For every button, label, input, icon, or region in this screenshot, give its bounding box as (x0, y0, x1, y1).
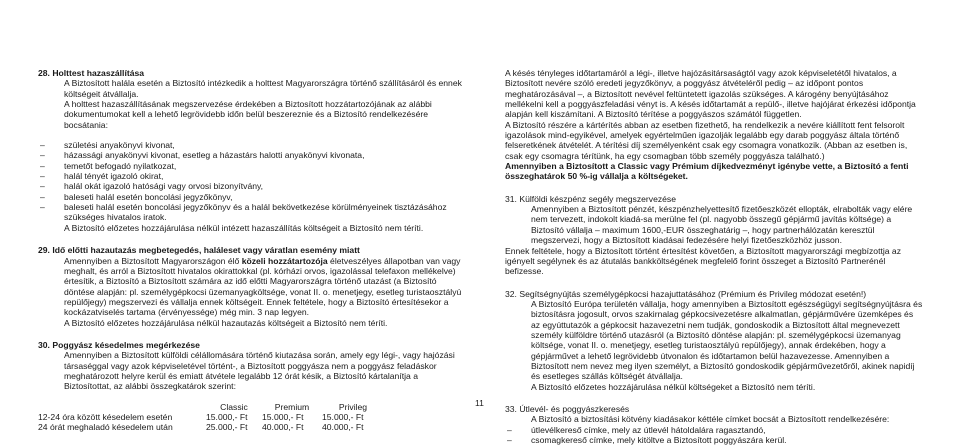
list-item: – temetőt befogadó nyilatkozat, (38, 161, 462, 171)
table-header-row (38, 402, 384, 412)
section-30-cont-3: Amennyiben a Biztosított a Classic vagy Prémium díjkedvezményt igénybe vette, a Biztosító a fenti összeghatárok 50 %-ig vállalja a költségeket. (505, 161, 909, 182)
section-28-intro-2: A holttest hazaszállításának megszervezése érdekében a Biztosított hozzátartozójának az alábbi dokumentumokat kell a lehető legrövidebb időn belül beszereznie és a Biztosító rendelkezésére bocsátania: (64, 99, 432, 130)
column-header: Privileg (338, 401, 368, 412)
section-32-note: A Biztosító előzetes hozzájárulása nélkül költségeket a Biztosító nem téríti. (531, 381, 816, 392)
list-item: – születési anyakönyvi kivonat, (38, 140, 462, 150)
section-30-title: 30. Poggyász késedelmes megérkezése (38, 339, 200, 350)
column-header: Premium (274, 401, 310, 412)
section-30-continued (505, 68, 923, 182)
section-28-note: A Biztosító előzetes hozzájárulása nélkül intézett hazaszállítás költségeit a Biztosító nem téríti. (64, 222, 424, 233)
section-28-document-list (38, 140, 462, 223)
section-30-body: Amennyiben a Biztosított külföldi célállomására történő kiutazása során, amely egy légi-, vagy hajózási társaséggal vagy azok képviseletével történt-, a Biztosított poggyásza nem a poggyász feladáskor meghatározott helyre kerül és emiatt átvétele legalább 12 órát késik, a Biztosító kártalanítja a Biztosítottat, az alábbi összegkatárok szerint: (64, 350, 455, 392)
close-relative-term: közeli hozzátartozója (241, 255, 328, 266)
table-cell: 15.000,- Ft (206, 411, 248, 422)
section-28-title: 28. Holttest hazaszállítása (38, 68, 145, 78)
table-cell: 40.000,- Ft (262, 422, 304, 433)
section-31 (505, 194, 923, 277)
section-30-cont-1: A késés tényleges időtartamáról a légi-, illetve hajózásitársaságtól vagy azok képviseletétől hivatalos, a Biztosított nevére szóló eredeti jegyzőkönyv, a poggyász átvételéről pedig – az időpont pontos meghatározásával –, a Biztosított nevével feltüntetett igazolás szükséges. A károgény benyújtásához mellékelni kell a poggyászfeladási vényt is. A késés időtartamát a repülő-, illetve hajójárat érkezési időpontja alapján kell kiszámítani. A Biztosító térítése a poggyászos számától független. (505, 68, 916, 120)
section-30 (38, 340, 462, 433)
section-33-intro: A Biztosító a biztosítási kötvény kiadásakor kéttéle címket bocsát a Biztosított rendelkezésére: (531, 414, 890, 425)
list-item: – halál tényét igazoló okirat, (38, 171, 462, 181)
list-item: – baleseti halál esetén boncolási jegyzőkönyv és a halál bekövetkezése körülményeinek tisztázásához szükséges hivatalos iratok. (38, 202, 462, 223)
list-item: – csomagkereső címke, mely kitöltve a Biztosított poggyászára kerül. (505, 435, 923, 445)
table-cell: 15.000,- Ft (262, 411, 304, 422)
column-header: Classic (220, 401, 248, 412)
list-item: – házassági anyakönyvi kivonat, esetleg a házastárs halotti anyakönyvi kivonata, (38, 150, 462, 160)
section-32-body: A Biztosító Európa területén vállalja, hogy amennyiben a Biztosított egészségügyi segítségnyújtásra és biztosításra jogosult, orvos szakirnalag gépkocsivezetésre alkalmatlan, gépjárművére üzemképes és az egyúttutazók a gépkocsit hazavezetni nem tudják, gondoskodik a Biztosított által megnevezett személy külföldre történő utazásról (a Biztosító döntése alapján: pl. személygépkocsi üzemanyag költsége, vonat II. o. menetjegy, esetleg turistaosztályú repülőjegy), annak érdekében, hogy a gépjárművet a lehető legrövidebb útvonalon és időtartamon belül hazavezesse. Amennyiben a Biztosított nem nevez meg ilyen személyt, a Biztosító gondoskodik gépjárművezetőről, akinek napidíj és esetleges szállás költségét átvállalja. (531, 298, 923, 382)
section-32-title: 32. Segítségnyújtás személygépkocsi hazajuttatásához (Prémium és Privileg módozat esetén!) (505, 288, 867, 299)
list-item: – baleseti halál esetén boncolási jegyzőkönyv, (38, 192, 462, 202)
list-item: – útlevélkereső címke, mely az útlevél hátoldalára ragasztandó, (505, 425, 923, 435)
left-column (38, 68, 462, 433)
section-29 (38, 245, 462, 328)
section-30-cont-2: A Biztosító részére a kártérítés abban az esetben fizethető, ha rendelkezik a nevére kiállított fent felsorolt igazolások mind-egyikével, amelyek egyértelműen igazolják legalább egy darab poggyász általa történő felseretkének átvételét. A térítési díj személyenként csak egy csomagra vonatkozik. (Abban az esetben is, csak egy csomagra térítünk, ha egy csomagban több személy poggyásza található.) (505, 119, 908, 161)
section-29-body: Amennyiben a Biztosított Magyarországon élő közeli hozzátartozója életveszélyes állapotban van vagy meghalt, és arról a Biztosított hivatalos okirattokkal (pl. kórházi orvos, igazolással telefaxon mellékelve) értesítik, a Biztosító a Biztosított számára az idő előtti Magyarországra történő utazást (a Biztosító döntése alapján: pl. személygépkocsi üzemanyagköltsége, vonat II. o. menetjegy, esetleg turistaosztályú repülőjegy) megszervezi és vállalja ennek költségeit. Ennek feltétele, hogy a Biztosító értesítésekor a kockázatviselés tartama (érvényessége) még min. 3 nap legyen. (64, 255, 462, 318)
section-31-title: 31. Külföldi készpénz segély megszervezése (505, 193, 677, 204)
section-33-title: 33. Útlevél- és poggyászkeresés (505, 403, 630, 414)
section-28 (38, 68, 462, 233)
right-column (505, 68, 923, 445)
compensation-table (38, 402, 384, 433)
section-33-label-list (505, 425, 923, 446)
table-cell: 40.000,- Ft (322, 422, 364, 433)
row-label: 12-24 óra között késedelem esetén (38, 411, 173, 422)
table-cell: 15.000,- Ft (322, 411, 364, 422)
section-31-body-1: Amennyiben a Biztosított pénzét, készpénzhelyettesítő fizetőeszközét ellopták, elrabolták vagy elére nem tervezett, indokolt kiadá-sa merülne fel (pl. nagyobb összegű gépjármű javítás költsége) a Biztosító vállalja – maximum 1600,-EUR összeghatárig –, hogy partnerhálózatán keresztül megszervezi, hogy a Biztosított kiadásai fedezésére helyi fizetőeszközhöz jusson. (531, 204, 913, 246)
section-33 (505, 404, 923, 445)
row-label: 24 órát meghaladó késedelem után (38, 422, 173, 433)
section-29-title: 29. Idő előtti hazautazás megbetegedés, haláleset vagy váratlan esemény miatt (38, 245, 360, 256)
page-number: 11 (475, 398, 484, 408)
section-32 (505, 289, 923, 392)
table-row (38, 422, 384, 432)
list-item: – halál okát igazoló hatósági vagy orvosi bizonyítvány, (38, 181, 462, 191)
table-row (38, 412, 384, 422)
section-28-intro-1: A Biztosított halála esetén a Biztosító intézkedik a holttest Magyarországra történő szállításáról és ennek költségeit átvállalja. (64, 78, 462, 99)
section-31-body-2: Ennek feltétele, hogy a Biztosított történt értesítést követően, a Biztosított magyarországi megbízottja az igényelt segélynek és az átutalás bankköltségének megfelelő forint összeget a Biztosító Partnerénél befizesse. (505, 245, 901, 277)
table-cell: 25.000,- Ft (206, 422, 248, 433)
section-29-note: A Biztosító előzetes hozzájárulása nélkül hazautazás költségeit a Biztosító nem téríti. (64, 317, 388, 328)
